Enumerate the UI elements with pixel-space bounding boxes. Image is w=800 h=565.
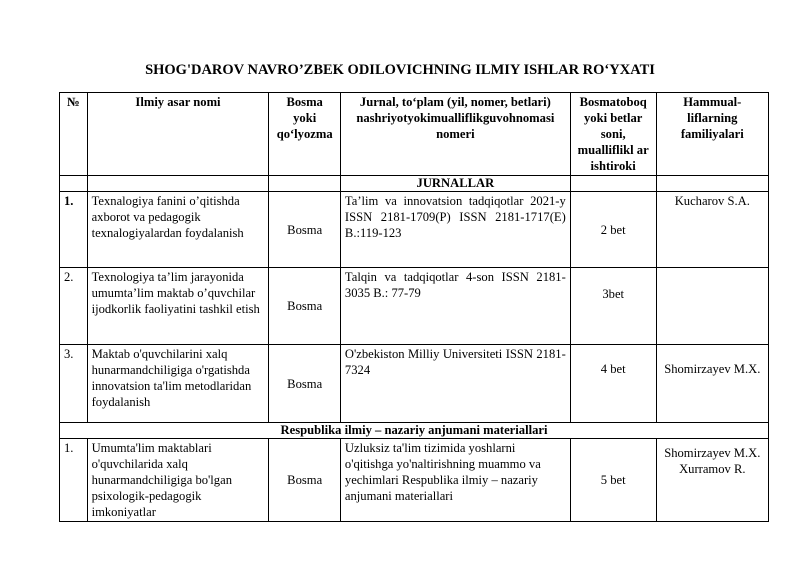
row-bosma: Bosma bbox=[269, 192, 341, 268]
row-name: Umumta'lim maktablari o'quvchilarida xalq hunarmandchiligiga bo'lgan psixologik-pedagogik imkoniyatlar bbox=[87, 439, 269, 522]
row-journal: O'zbekiston Milliy Universiteti ISSN 2181-7324 bbox=[340, 345, 570, 423]
row-num: 1. bbox=[60, 439, 88, 522]
section-title-conference: Respublika ilmiy – nazariy anjumani materiallari bbox=[60, 423, 769, 439]
table-row bbox=[60, 439, 769, 522]
row-bosma: Bosma bbox=[269, 345, 341, 423]
header-bosma: Bosma yoki qo‘lyozma bbox=[269, 93, 341, 176]
row-bosma: Bosma bbox=[269, 268, 341, 345]
row-bet: 3bet bbox=[570, 268, 656, 345]
row-journal: Talqin va tadqiqotlar 4-son ISSN 2181-3035 B.: 77-79 bbox=[340, 268, 570, 345]
row-num: 2. bbox=[60, 268, 88, 345]
row-authors: Shomirzayev M.X. bbox=[656, 345, 768, 423]
row-authors: Kucharov S.A. bbox=[656, 192, 768, 268]
row-authors: Shomirzayev M.X. Xurramov R. bbox=[656, 439, 768, 522]
row-bet: 4 bet bbox=[570, 345, 656, 423]
header-journal: Jurnal, to‘plam (yil, nomer, betlari) nashriyotyokimualliflikguvohnomasi nomeri bbox=[340, 93, 570, 176]
section-row bbox=[60, 423, 769, 439]
row-num: 1. bbox=[60, 192, 88, 268]
header-num: № bbox=[60, 93, 88, 176]
publications-table bbox=[59, 92, 769, 522]
row-bosma: Bosma bbox=[269, 439, 341, 522]
section-title-journals: JURNALLAR bbox=[340, 176, 570, 192]
row-name: Maktab o'quvchilarini xalq hunarmandchiligiga o'rgatishda innovatsion ta'lim metodlaridan foydalanish bbox=[87, 345, 269, 423]
header-row bbox=[60, 93, 769, 176]
row-num: 3. bbox=[60, 345, 88, 423]
table-row bbox=[60, 268, 769, 345]
row-bet: 5 bet bbox=[570, 439, 656, 522]
header-authors: Hammual-liflarning familiyalari bbox=[656, 93, 768, 176]
header-bet: Bosmatoboq yoki betlar soni, mualliflikl ar ishtiroki bbox=[570, 93, 656, 176]
row-authors bbox=[656, 268, 768, 345]
row-bet: 2 bet bbox=[570, 192, 656, 268]
row-journal: Uzluksiz ta'lim tizimida yoshlarni o'qitishga yo'naltirishning muammo va yechimlari Respublika ilmiy – nazariy anjumani materiallari bbox=[340, 439, 570, 522]
row-name: Texnologiya ta’lim jarayonida umumta’lim maktab o’quvchilar ijodkorlik faoliyatini tashkil etish bbox=[87, 268, 269, 345]
section-row bbox=[60, 176, 769, 192]
table-row bbox=[60, 192, 769, 268]
row-name: Texnalogiya fanini o’qitishda axborot va pedagogik texnalogiyalardan foydalanish bbox=[87, 192, 269, 268]
document-title: SHOG'DAROV NAVRO’ZBEK ODILOVICHNING ILMIY ISHLAR RO‘YXATI bbox=[145, 62, 655, 78]
table-row bbox=[60, 345, 769, 423]
header-name: Ilmiy asar nomi bbox=[87, 93, 269, 176]
row-journal: Ta’lim va innovatsion tadqiqotlar 2021-y ISSN 2181-1709(P) ISSN 2181-1717(E) B.:119-123 bbox=[340, 192, 570, 268]
